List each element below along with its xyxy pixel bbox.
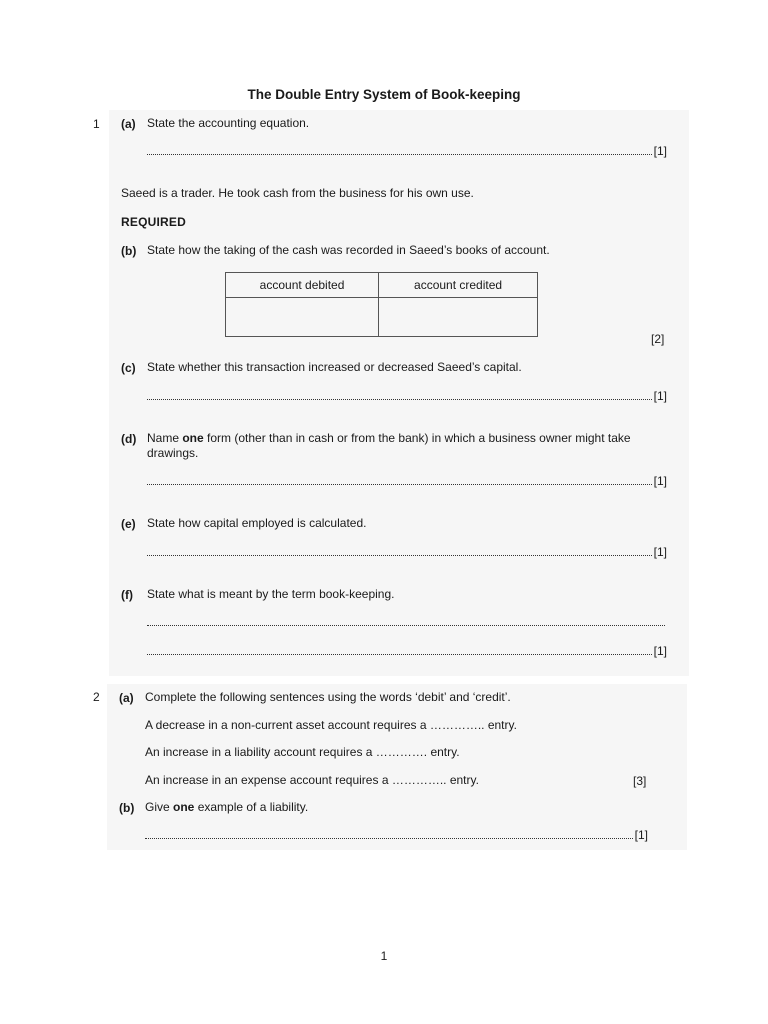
answer-line[interactable] — [147, 615, 667, 629]
sentence: An increase in an expense account requires a ………….. entry. — [145, 773, 479, 787]
mark-allocation: [1] — [653, 389, 667, 403]
mark-allocation: [3] — [633, 774, 647, 788]
question-2-scan — [107, 684, 687, 850]
question-text: State how the taking of the cash was recorded in Saeed’s books of account. — [147, 243, 550, 257]
part-label: (a) — [121, 117, 136, 131]
page-number: 1 — [380, 949, 388, 963]
part-label: (c) — [121, 361, 136, 375]
answer-line[interactable] — [147, 644, 667, 658]
mark-allocation: [1] — [653, 644, 667, 658]
table-header-debited: account debited — [226, 273, 379, 298]
question-number: 1 — [93, 117, 100, 131]
sentence: An increase in a liability account requires a …………. entry. — [145, 745, 460, 759]
table-header-credited: account credited — [379, 273, 538, 298]
question-text: State what is meant by the term book-keeping. — [147, 587, 395, 601]
part-label: (b) — [121, 244, 137, 258]
question-text: State the accounting equation. — [147, 116, 310, 130]
part-label: (b) — [119, 801, 135, 815]
page-title: The Double Entry System of Book-keeping — [247, 87, 521, 102]
mark-allocation: [2] — [651, 332, 665, 346]
part-label: (a) — [119, 691, 134, 705]
question-text: Give one example of a liability. — [145, 800, 309, 814]
question-text: Name one form (other than in cash or from the bank) in which a business owner might take drawings. — [147, 431, 631, 460]
part-label: (e) — [121, 517, 136, 531]
answer-cell-credited[interactable] — [379, 298, 538, 337]
mark-allocation: [1] — [653, 144, 667, 158]
mark-allocation: [1] — [634, 828, 648, 842]
mark-allocation: [1] — [653, 545, 667, 559]
required-heading: REQUIRED — [121, 215, 186, 229]
question-text: State how capital employed is calculated. — [147, 516, 367, 530]
answer-line[interactable] — [147, 144, 667, 158]
question-text: Complete the following sentences using the words ‘debit’ and ‘credit’. — [145, 690, 511, 704]
answer-line[interactable] — [147, 389, 667, 403]
answer-cell-debited[interactable] — [226, 298, 379, 337]
sentence: A decrease in a non-current asset account requires a ………….. entry. — [145, 718, 517, 732]
scenario-text: Saeed is a trader. He took cash from the business for his own use. — [121, 186, 474, 200]
mark-allocation: [1] — [653, 474, 667, 488]
answer-line[interactable] — [147, 474, 667, 488]
answer-line[interactable] — [145, 828, 648, 842]
account-table — [225, 272, 538, 337]
answer-line[interactable] — [147, 545, 667, 559]
part-label: (d) — [121, 432, 137, 446]
part-label: (f) — [121, 588, 133, 602]
question-text: State whether this transaction increased or decreased Saeed’s capital. — [147, 360, 522, 374]
question-number: 2 — [93, 690, 100, 704]
